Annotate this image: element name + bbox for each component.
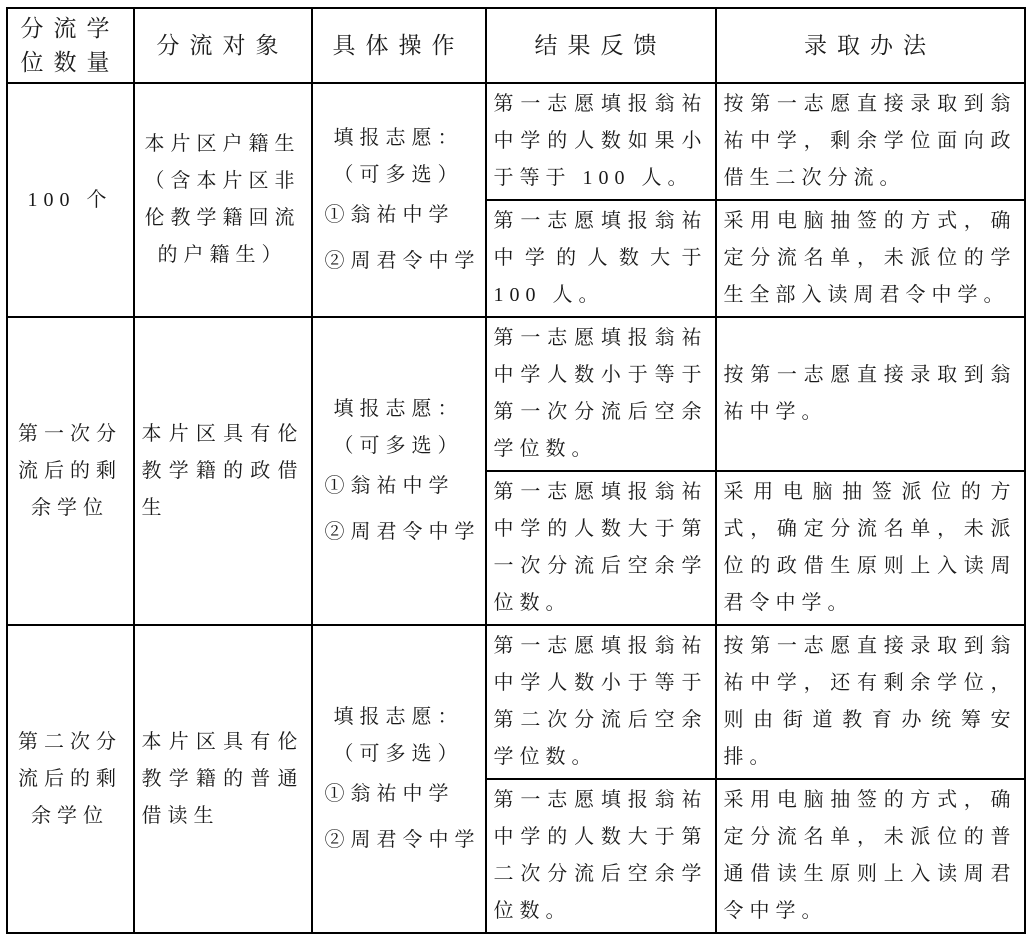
feedback-cell-2b: 第一志愿填报翁祐中学的人数大于第一次分流后空余学位数。 (486, 471, 716, 625)
operation-option-1: ①翁祐中学 (324, 783, 455, 805)
method-cell-1b: 采用电脑抽签的方式，确定分流名单，未派位的学生全部入读周君令中学。 (716, 200, 1025, 317)
method-cell-2a: 按第一志愿直接录取到翁祐中学。 (716, 317, 1025, 471)
method-cell-2b: 采用电脑抽签派位的方式，确定分流名单，未派位的政借生原则上入读周君令中学。 (716, 471, 1025, 625)
operation-option-2: ②周君令中学 (324, 250, 481, 272)
feedback-cell-3a: 第一志愿填报翁祐中学人数小于等于第二次分流后空余学位数。 (486, 625, 716, 779)
table-row (7, 625, 1025, 779)
operation-note: （可多选） (333, 435, 464, 457)
table-row (7, 317, 1025, 471)
quota-cell-3: 第二次分流后的剩余学位 (7, 625, 134, 933)
operation-cell-1 (312, 83, 486, 317)
header-target: 分流对象 (134, 8, 312, 83)
operation-title: 填报志愿： (333, 398, 464, 420)
quota-cell-2: 第一次分流后的剩余学位 (7, 317, 134, 625)
header-feedback: 结果反馈 (486, 8, 716, 83)
target-cell-3: 本片区具有伦教学籍的普通借读生 (134, 625, 312, 933)
header-method: 录取办法 (716, 8, 1025, 83)
operation-title: 填报志愿： (333, 127, 464, 149)
operation-title: 填报志愿： (333, 706, 464, 728)
operation-option-2: ②周君令中学 (324, 829, 481, 851)
feedback-cell-1a: 第一志愿填报翁祐中学的人数如果小于等于 100 人。 (486, 83, 716, 200)
target-cell-2: 本片区具有伦教学籍的政借生 (134, 317, 312, 625)
method-cell-3b: 采用电脑抽签的方式，确定分流名单，未派位的普通借读生原则上入读周君令中学。 (716, 779, 1025, 933)
operation-cell-3 (312, 625, 486, 933)
feedback-cell-1b: 第一志愿填报翁祐中学的人数大于 100 人。 (486, 200, 716, 317)
method-cell-3a: 按第一志愿直接录取到翁祐中学，还有剩余学位，则由街道教育办统筹安排。 (716, 625, 1025, 779)
quota-cell-1: 100 个 (7, 83, 134, 317)
operation-option-1: ①翁祐中学 (324, 475, 455, 497)
header-row (7, 8, 1025, 83)
method-cell-1a: 按第一志愿直接录取到翁祐中学，剩余学位面向政借生二次分流。 (716, 83, 1025, 200)
header-quota: 分流学位数量 (7, 8, 134, 83)
placement-table (6, 7, 1026, 934)
target-cell-1: 本片区户籍生（含本片区非伦教学籍回流的户籍生） (134, 83, 312, 317)
operation-cell-2 (312, 317, 486, 625)
feedback-cell-3b: 第一志愿填报翁祐中学的人数大于第二次分流后空余学位数。 (486, 779, 716, 933)
header-operation: 具体操作 (312, 8, 486, 83)
operation-note: （可多选） (333, 743, 464, 765)
table-row (7, 83, 1025, 200)
operation-option-1: ①翁祐中学 (324, 204, 455, 226)
feedback-cell-2a: 第一志愿填报翁祐中学人数小于等于第一次分流后空余学位数。 (486, 317, 716, 471)
operation-note: （可多选） (333, 164, 464, 186)
operation-option-2: ②周君令中学 (324, 521, 481, 543)
